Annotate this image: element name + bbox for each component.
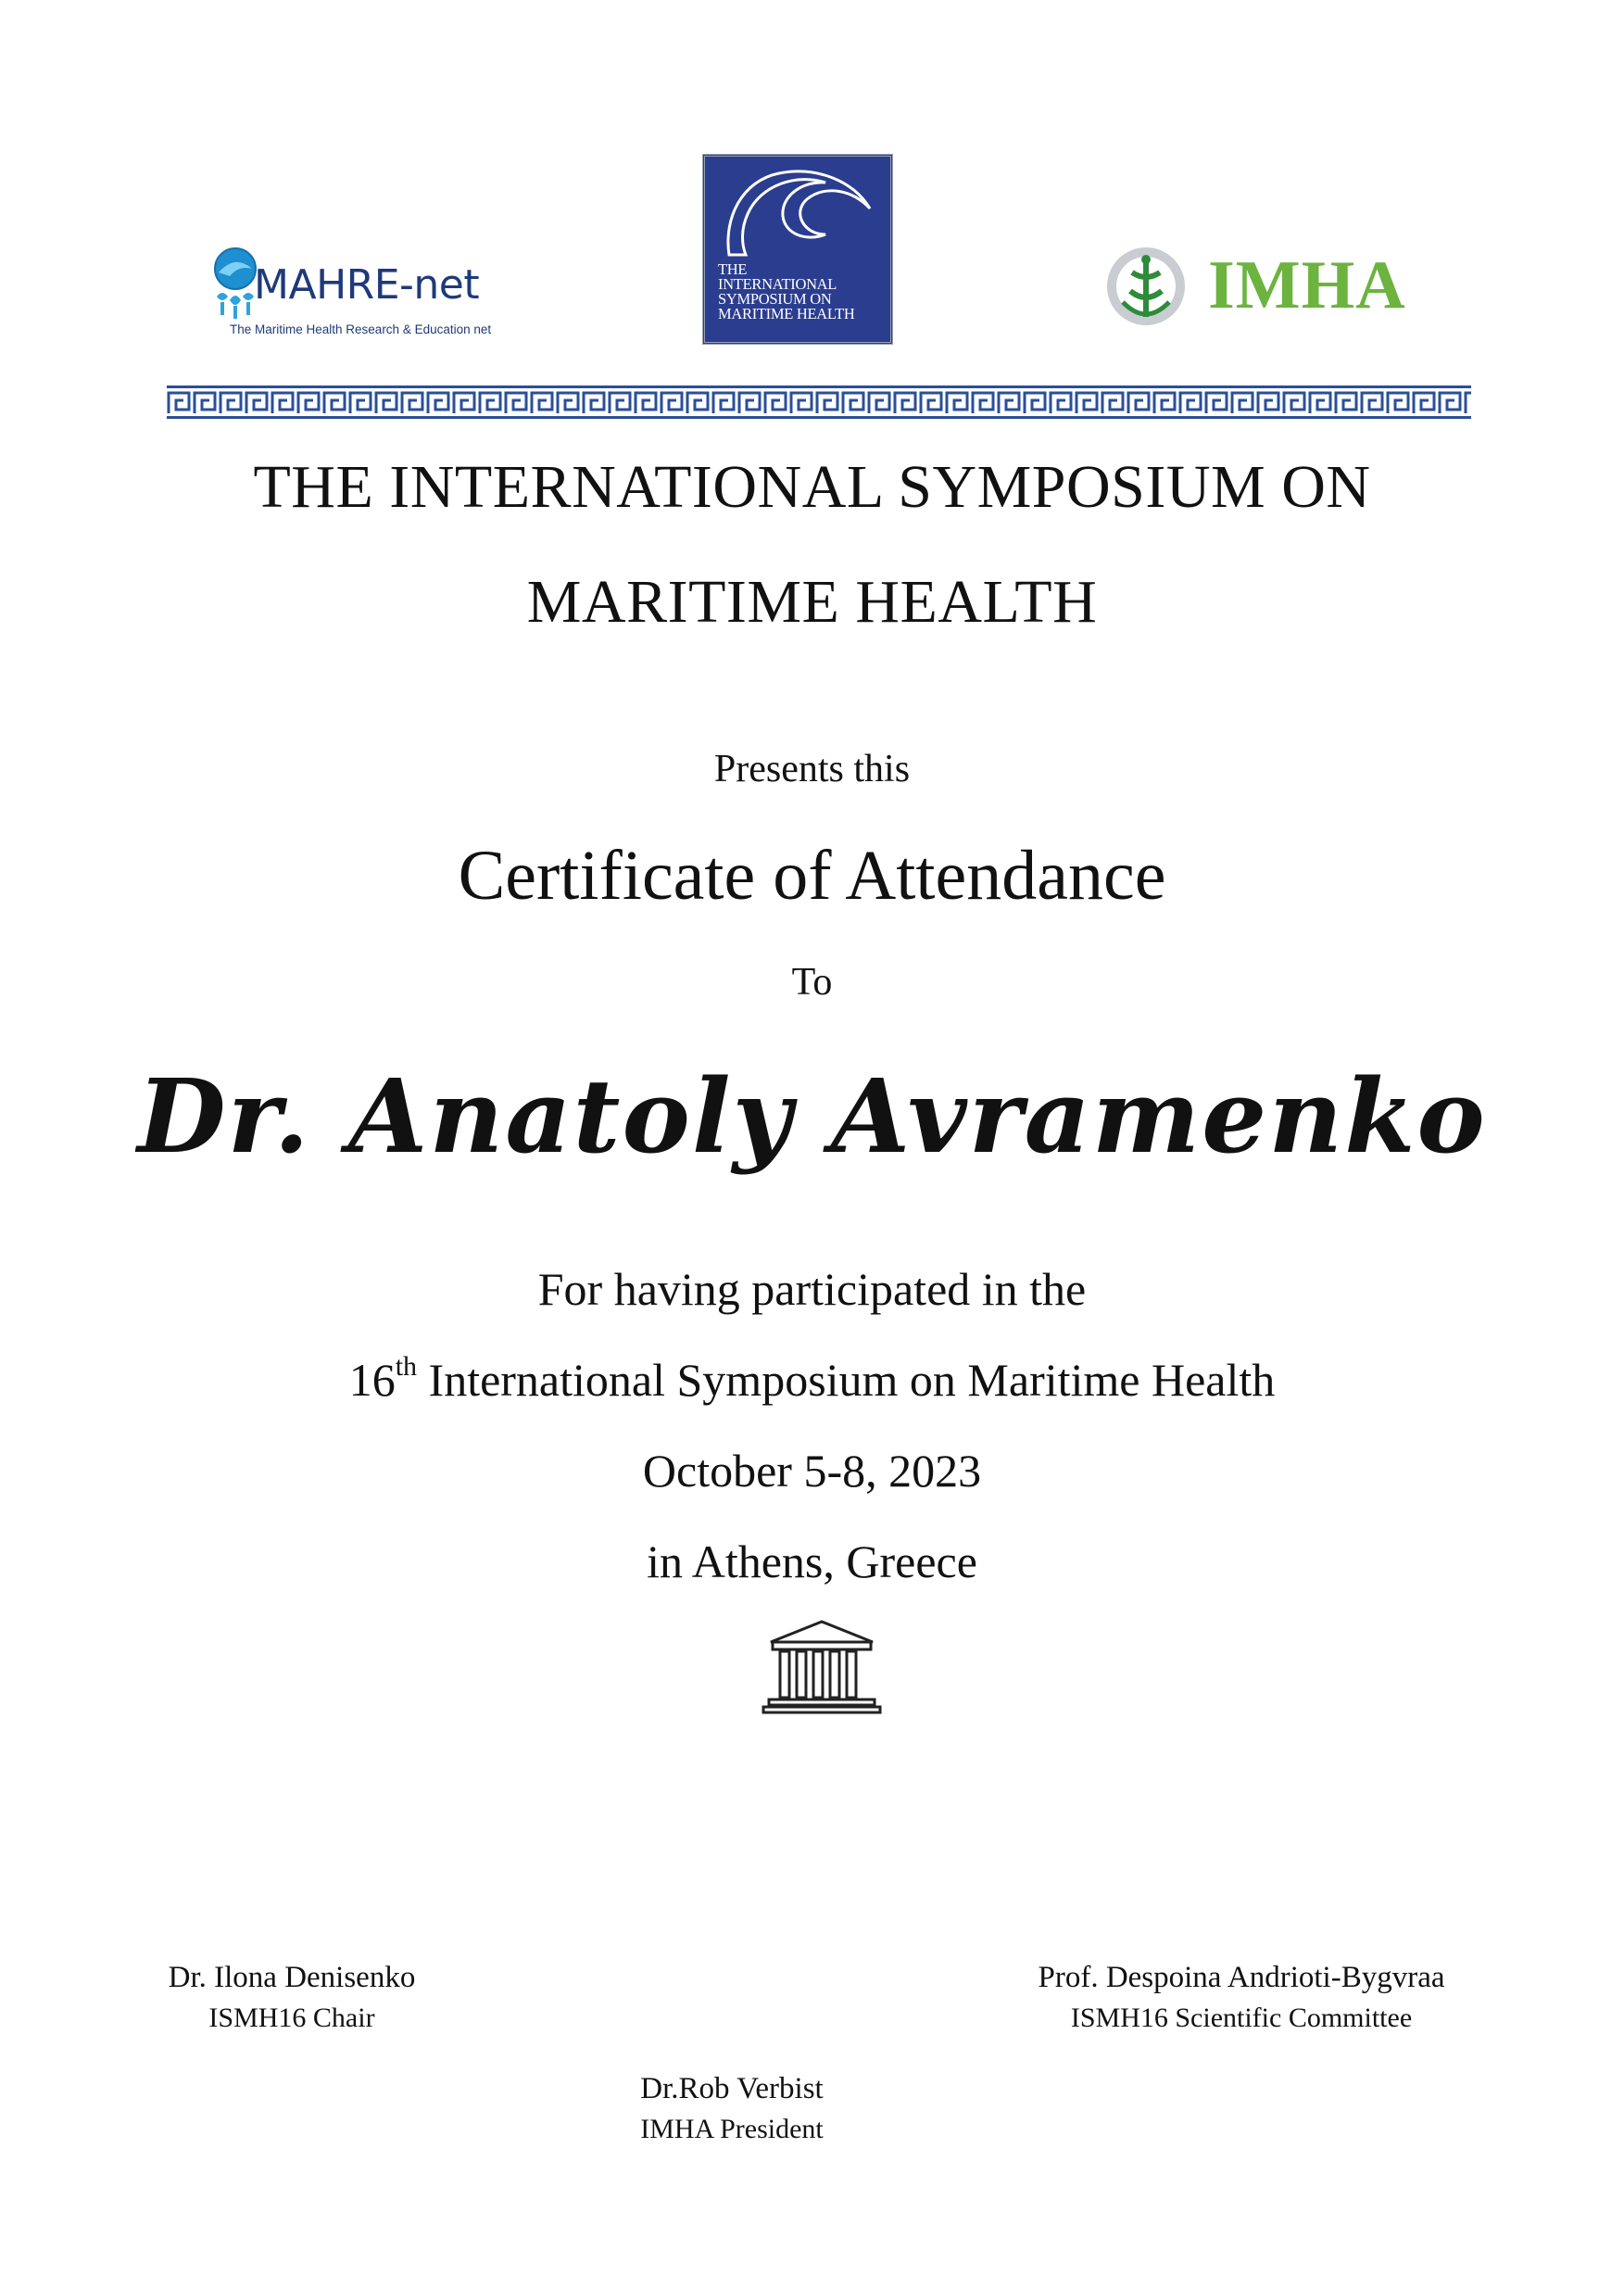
signatory-right bbox=[1001, 1961, 1482, 2034]
event-location: in Athens, Greece bbox=[647, 1535, 977, 1587]
signatory-name: Dr. Ilona Denisenko bbox=[168, 1961, 416, 1994]
to-text: To bbox=[791, 961, 833, 1004]
temple-icon bbox=[762, 1618, 882, 1714]
signatory-name: Dr.Rob Verbist bbox=[640, 2072, 824, 2105]
wave-icon bbox=[714, 162, 887, 260]
certificate-heading: Certificate of Attendance bbox=[458, 837, 1166, 915]
ismh-logo-line: INTERNATIONAL bbox=[718, 275, 837, 293]
ismh-logo-line: THE bbox=[718, 260, 748, 278]
mahre-net-logo bbox=[211, 234, 517, 345]
recipient-name: Dr. Anatoly Avramenko bbox=[137, 1056, 1487, 1176]
ismh-logo-line: MARITIME HEALTH bbox=[718, 305, 855, 322]
ismh-logo-text bbox=[718, 262, 855, 322]
page-title-line-2: MARITIME HEALTH bbox=[526, 568, 1098, 636]
mahre-net-tagline: The Maritime Health Research & Education net bbox=[230, 322, 492, 336]
event-dates: October 5-8, 2023 bbox=[642, 1445, 982, 1497]
mahre-net-name: MAHRE-net bbox=[254, 261, 480, 309]
greek-key-border bbox=[167, 385, 1471, 419]
signatory-role: ISMH16 Scientific Committee bbox=[1070, 2003, 1413, 2033]
mahre-globe-icon bbox=[211, 241, 259, 326]
imha-name: IMHA bbox=[1208, 247, 1406, 323]
edition-number: 16 bbox=[348, 1354, 396, 1406]
event-line bbox=[0, 1353, 1624, 1407]
participation-text: For having participated in the bbox=[537, 1263, 1087, 1315]
signatory-role: IMHA President bbox=[640, 2114, 824, 2144]
imha-logo bbox=[1104, 241, 1419, 330]
ismh-logo-line: SYMPOSIUM ON bbox=[718, 290, 832, 308]
page-title-line-1: THE INTERNATIONAL SYMPOSIUM ON bbox=[253, 453, 1371, 521]
signatory-name: Prof. Despoina Andrioti-Bygvraa bbox=[1038, 1961, 1445, 1994]
signatory-left bbox=[139, 1961, 445, 2034]
signatory-center bbox=[593, 2072, 871, 2145]
ismh-logo bbox=[702, 154, 893, 345]
signatory-role: ISMH16 Chair bbox=[208, 2003, 375, 2033]
event-name: International Symposium on Maritime Health bbox=[428, 1354, 1276, 1406]
imha-emblem-icon bbox=[1104, 245, 1188, 328]
edition-suffix: th bbox=[395, 1351, 418, 1382]
presents-text: Presents this bbox=[713, 748, 911, 790]
